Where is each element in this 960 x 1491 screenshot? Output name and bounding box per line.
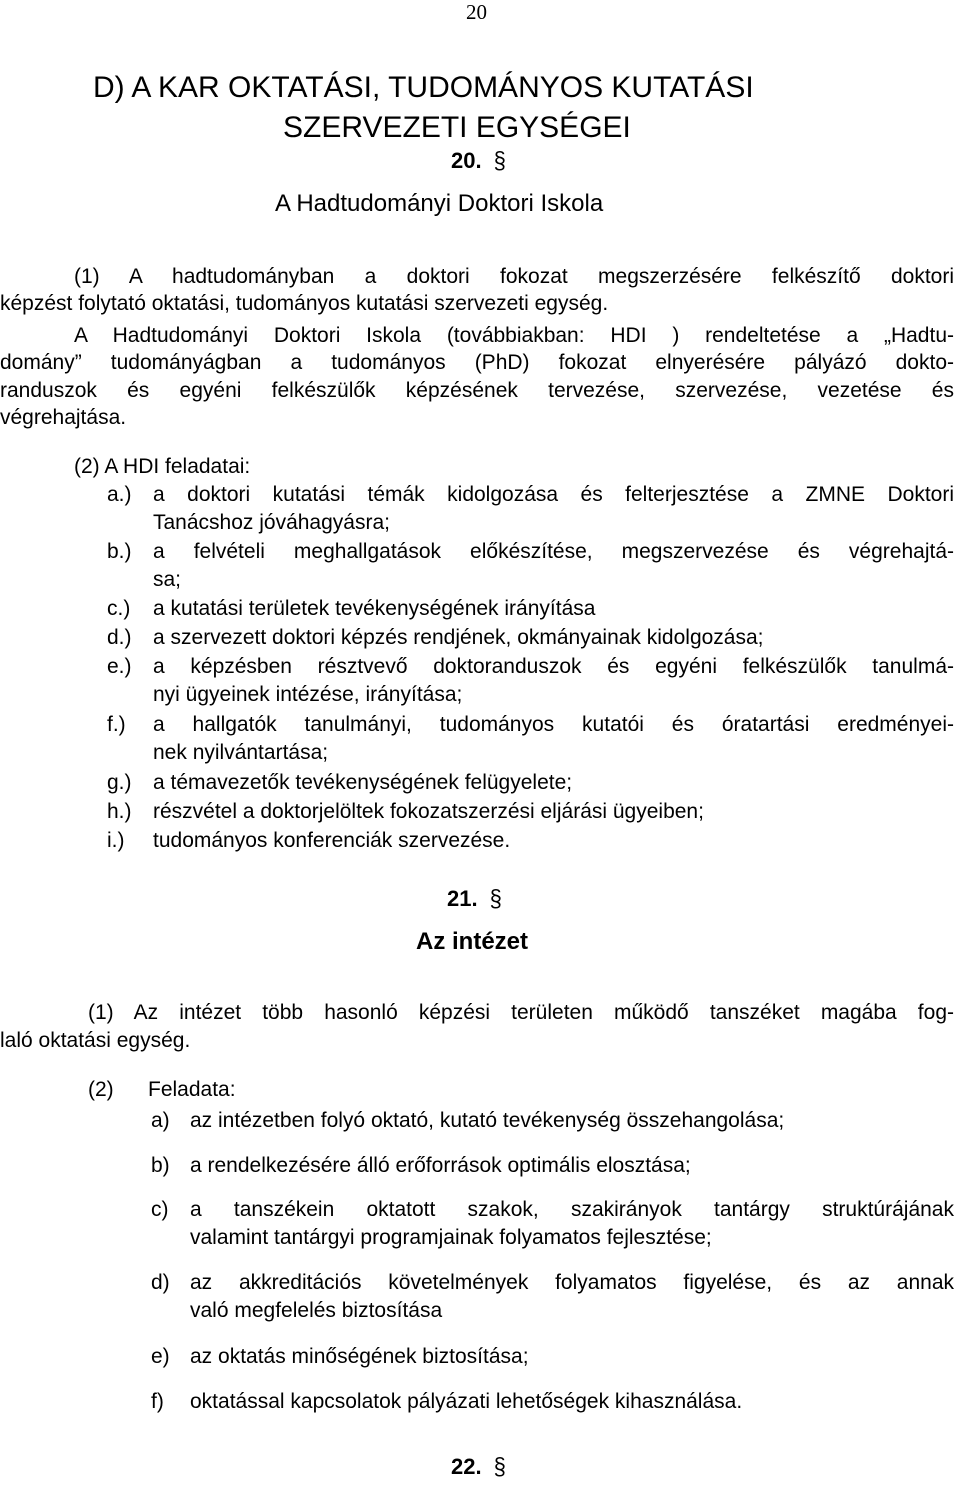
sec20-p1-line1: (1) A hadtudományban a doktori fokozat megszerzésére felkészítő doktori bbox=[74, 265, 954, 288]
list-item-label: i.) bbox=[107, 829, 125, 852]
list-item-label: a) bbox=[151, 1109, 170, 1132]
list-item-text: a témavezetők tevékenységének felügyelete; bbox=[153, 771, 573, 794]
list-item-label: c.) bbox=[107, 597, 131, 620]
sec21-p2-label: Feladata: bbox=[148, 1078, 236, 1101]
list-item-text: való megfelelés biztosítása bbox=[190, 1299, 443, 1322]
sec20-p2-line3: randuszok és egyéni felkészülők képzésének tervezése, szervezése, vezetése és bbox=[0, 379, 954, 402]
list-item-label: d) bbox=[151, 1271, 170, 1294]
list-item-text: nyi ügyeinek intézése, irányítása; bbox=[153, 683, 463, 706]
list-item-label: a.) bbox=[107, 483, 132, 506]
list-item-label: h.) bbox=[107, 800, 132, 823]
list-item-text: a rendelkezésére álló erőforrások optimális elosztása; bbox=[190, 1154, 691, 1177]
list-item-text: a tanszékein oktatott szakok, szakirányok tantárgy struktúrájának bbox=[190, 1198, 954, 1221]
sec21-p1-line1: (1) Az intézet több hasonló képzési területen működő tanszéket magába fog- bbox=[88, 1001, 954, 1024]
list-item-label: b) bbox=[151, 1154, 170, 1177]
list-item-label: f.) bbox=[107, 713, 126, 736]
list-item-label: e) bbox=[151, 1345, 170, 1368]
section-number: 20. bbox=[451, 148, 482, 173]
list-item-text: részvétel a doktorjelöltek fokozatszerzési eljárási ügyeiben; bbox=[153, 800, 704, 823]
section-number: 21. bbox=[447, 886, 478, 911]
part-heading-line-1: D) A KAR OKTATÁSI, TUDOMÁNYOS KUTATÁSI bbox=[93, 71, 754, 104]
list-item-text: a doktori kutatási témák kidolgozása és felterjesztése a ZMNE Doktori bbox=[153, 483, 954, 506]
sec20-p2-line4: végrehajtása. bbox=[0, 406, 127, 429]
list-item-text: az oktatás minőségének biztosítása; bbox=[190, 1345, 529, 1368]
list-item-text: tudományos konferenciák szervezése. bbox=[153, 829, 511, 852]
section-21-title: Az intézet bbox=[416, 928, 529, 955]
sec21-p1-line2: laló oktatási egység. bbox=[0, 1029, 191, 1052]
list-item-text: az intézetben folyó oktató, kutató tevékenység összehangolása; bbox=[190, 1109, 785, 1132]
list-item-text: nek nyilvántartása; bbox=[153, 741, 329, 764]
list-item-text: az akkreditációs követelmények folyamatos figyelése, és az annak bbox=[190, 1271, 954, 1294]
list-item-text: a hallgatók tanulmányi, tudományos kutatói és óratartási eredményei- bbox=[153, 713, 954, 736]
list-item-text: valamint tantárgyi programjainak folyamatos fejlesztése; bbox=[190, 1226, 712, 1249]
list-item-text: a kutatási területek tevékenységének irányítása bbox=[153, 597, 596, 620]
list-item-label: g.) bbox=[107, 771, 132, 794]
list-item-text: a szervezett doktori képzés rendjének, okmányainak kidolgozása; bbox=[153, 626, 764, 649]
list-item-text: a felvételi meghallgatások előkészítése, megszervezése és végrehajtá- bbox=[153, 540, 954, 563]
section-sign: § bbox=[493, 1452, 506, 1481]
section-sign: § bbox=[493, 146, 506, 175]
list-item-label: e.) bbox=[107, 655, 132, 678]
sec21-p2-number: (2) bbox=[88, 1078, 114, 1101]
list-item-text: Tanácshoz jóváhagyásra; bbox=[153, 511, 390, 534]
list-item-text: a képzésben résztvevő doktoranduszok és egyéni felkészülők tanulmá- bbox=[153, 655, 954, 678]
section-20-number bbox=[451, 148, 506, 174]
sec20-p2-line1: A Hadtudományi Doktori Iskola (továbbiakban: HDI ) rendeltetése a „Hadtu- bbox=[74, 324, 954, 347]
part-heading-line-2: SZERVEZETI EGYSÉGEI bbox=[283, 111, 631, 144]
section-22-number bbox=[451, 1454, 506, 1480]
section-sign: § bbox=[489, 884, 502, 913]
section-number: 22. bbox=[451, 1454, 482, 1479]
list-item-label: c) bbox=[151, 1198, 169, 1221]
sec20-p2-line2: domány” tudományágban a tudományos (PhD) fokozat elnyerésére pályázó dokto- bbox=[0, 351, 954, 374]
list-item-label: b.) bbox=[107, 540, 132, 563]
list-item-label: f) bbox=[151, 1390, 164, 1413]
list-item-text: sa; bbox=[153, 568, 182, 591]
list-item-text: oktatással kapcsolatok pályázati lehetőségek kihasználása. bbox=[190, 1390, 743, 1413]
section-20-title: A Hadtudományi Doktori Iskola bbox=[275, 190, 604, 217]
section-21-number bbox=[447, 886, 502, 912]
page-number: 20 bbox=[466, 0, 487, 24]
sec20-p3-intro: (2) A HDI feladatai: bbox=[74, 455, 251, 478]
sec20-p1-line2: képzést folytató oktatási, tudományos kutatási szervezeti egység. bbox=[0, 292, 609, 315]
list-item-label: d.) bbox=[107, 626, 132, 649]
